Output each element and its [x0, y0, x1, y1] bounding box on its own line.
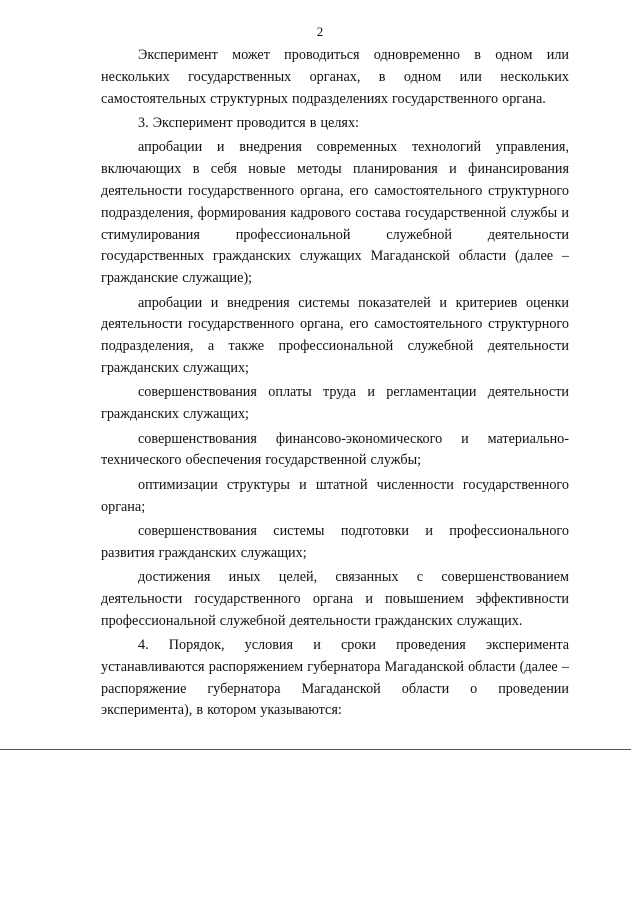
paragraph-goal-technologies: апробации и внедрения современных технологий управления, включающих в себя новые методы планирования и финансирования деятельности государственного органа, его самостоятельного структурного подразделения, формирования кадрового состава государственной службы и стимулирования профессиональной служебной деятельности государственных гражданских служащих Магаданской области (далее – гражданские служащие);: [101, 139, 569, 287]
paragraph-goal-indicators: апробации и внедрения системы показателей и критериев оценки деятельности государственного органа, его самостоятельного структурного подразделения, а также профессиональной служебной деятельности гражданских служащих;: [101, 294, 569, 376]
document-body: [101, 45, 569, 725]
paragraph-item-4-procedure: 4. Порядок, условия и сроки проведения эксперимента устанавливаются распоряжением губернатора Магаданской области (далее – распоряжение губернатора Магаданской области о проведении эксперимента), в котором указываются:: [101, 637, 569, 719]
page-bottom-divider: [0, 749, 631, 750]
page-number: 2: [316, 24, 324, 39]
paragraph-goal-structure: оптимизации структуры и штатной численности государственного органа;: [101, 476, 569, 515]
paragraph-item-3-heading: 3. Эксперимент проводится в целях:: [138, 114, 359, 131]
paragraph-goal-other: достижения иных целей, связанных с совершенствованием деятельности государственного органа и повышением эффективности профессиональной служебной деятельности гражданских служащих.: [101, 569, 569, 629]
paragraph-goal-financing: совершенствования финансово-экономического и материально-технического обеспечения государственной службы;: [101, 430, 569, 469]
paragraph-goal-training: совершенствования системы подготовки и профессионального развития гражданских служащих;: [101, 522, 569, 561]
paragraph-experiment-scope: Эксперимент может проводиться одновременно в одном или нескольких государственных органах, в одном или нескольких самостоятельных структурных подразделениях государственного органа.: [101, 47, 569, 107]
paragraph-goal-remuneration: совершенствования оплаты труда и регламентации деятельности гражданских служащих;: [101, 384, 569, 423]
